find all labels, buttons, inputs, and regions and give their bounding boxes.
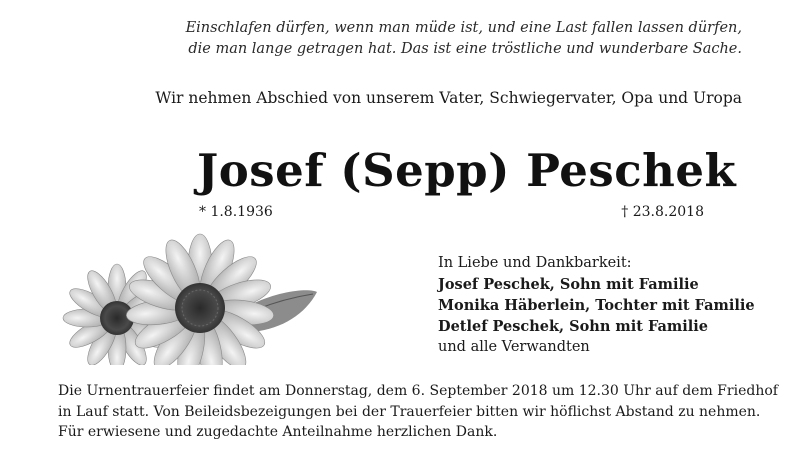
quote [122, 18, 742, 60]
mourners-others: und alle Verwandten [438, 339, 590, 355]
notice-line: Die Urnentrauerfeier findet am Donnerstag, dem 6. September 2018 um 12.30 Uhr auf dem Friedhof [58, 383, 778, 399]
mourner-entry: Monika Häberlein, Tochter mit Familie [438, 297, 755, 314]
mourners-block [438, 253, 755, 358]
mourner-entry: Josef Peschek, Sohn mit Familie [438, 276, 699, 293]
birth-date: * 1.8.1936 [199, 204, 273, 220]
intro-text: Wir nehmen Abschied von unserem Vater, Schwiegervater, Opa und Uropa [155, 89, 742, 107]
death-date: † 23.8.2018 [621, 204, 704, 220]
deceased-name: Josef (Sepp) Peschek [197, 144, 737, 197]
notice-line: Für erwiesene und zugedachte Anteilnahme herzlichen Dank. [58, 424, 498, 440]
quote-line: Einschlafen dürfen, wenn man müde ist, und eine Last fallen lassen dürfen, [185, 20, 742, 36]
sunflowers-image [55, 230, 325, 365]
notice-line: in Lauf statt. Von Beileidsbezeigungen bei der Trauerfeier bitten wir höflichst Abstand zu nehmen. [58, 403, 761, 420]
mourner-entry: Detlef Peschek, Sohn mit Familie [438, 318, 709, 335]
funeral-notice [58, 381, 778, 443]
mourners-heading: In Liebe und Dankbarkeit: [438, 255, 632, 271]
quote-line: die man lange getragen hat. Das ist eine tröstliche und wunderbare Sache. [188, 41, 742, 57]
